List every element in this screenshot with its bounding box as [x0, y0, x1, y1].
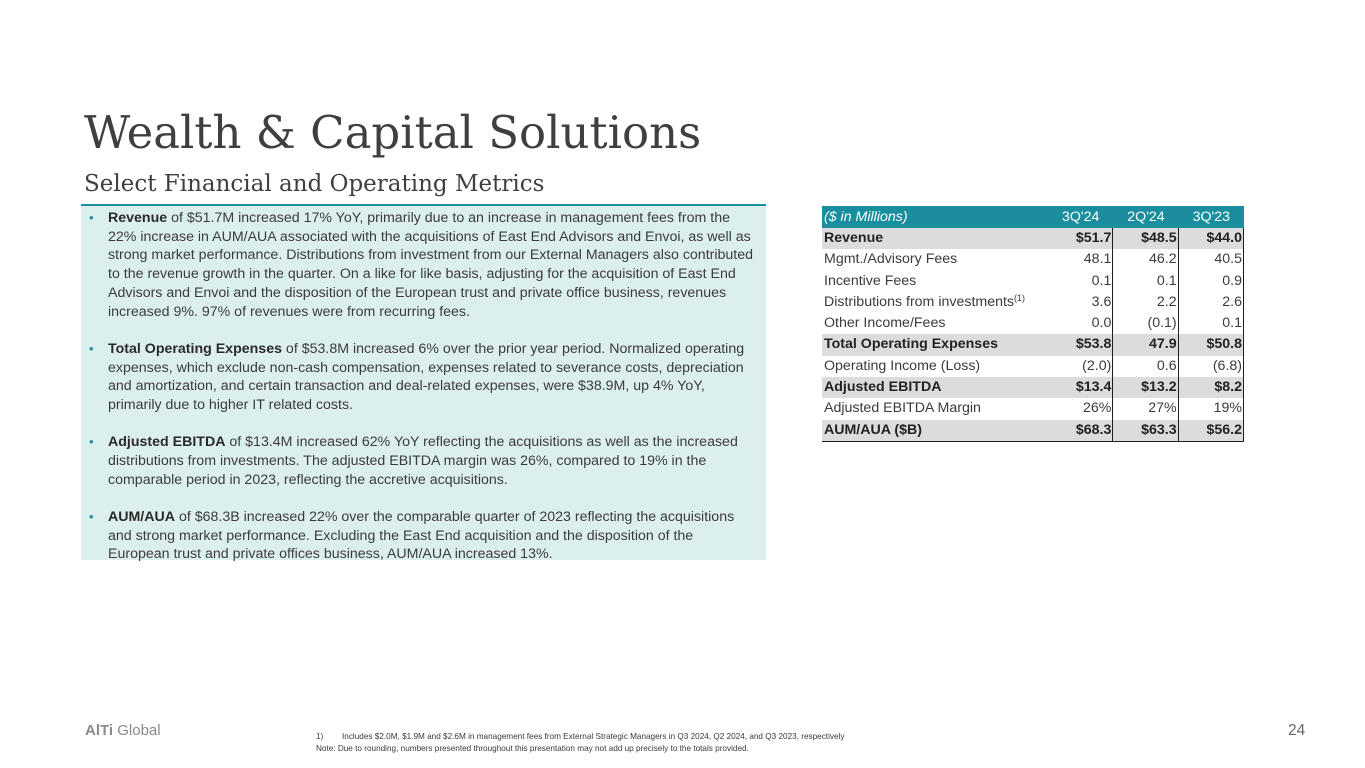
cell-2q24: 0.1: [1113, 271, 1178, 292]
cell-2q24: 0.6: [1113, 356, 1178, 377]
cell-3q24: $13.4: [1048, 377, 1113, 398]
row-label-text: Adjusted EBITDA: [824, 379, 942, 396]
bullet-lead: Revenue: [108, 210, 168, 226]
bullet-lead: Total Operating Expenses: [108, 340, 282, 357]
table-row-distributions: [822, 292, 1244, 313]
table-header-row: [822, 206, 1244, 228]
header-units: ($ in Millions): [822, 206, 1048, 228]
row-label-text: Operating Income (Loss): [824, 357, 981, 374]
row-label-text: Other Income/Fees: [824, 315, 946, 332]
logo-strong: AlTi: [85, 722, 114, 739]
cell-3q24: 0.0: [1048, 313, 1113, 334]
header-2q24: 2Q'24: [1113, 206, 1178, 228]
page-number: 24: [1288, 722, 1306, 739]
bullet-text: of $51.7M increased 17% YoY, primarily due to an increase in management fees from the 22% increase in AUM/AUA associated with the acquisitions of East End Advisors and Envoi, as well as strong market performance. Distributions from investment from our External Managers also contributed to the revenue growth in the quarter. On a like for like basis, adjusting for the acquisition of East End Advisors and Envoi and the disposition of the European trust and private office business, revenues increased 9%. 97% of revenues were from recurring fees.: [108, 210, 754, 320]
table-row-adjusted-ebitda-margin: [822, 398, 1244, 419]
table-row-other-income: [822, 313, 1244, 334]
footnote-ref: (1): [1014, 292, 1026, 303]
row-label: [822, 292, 1048, 313]
row-label: [822, 228, 1048, 249]
rounding-note: Note: Due to rounding, numbers presented throughout this presentation may not add up precisely to the totals provided.: [316, 744, 749, 753]
bullet-lead: AUM/AUA: [108, 508, 175, 525]
row-label: [822, 356, 1048, 377]
logo-rest: Global: [113, 722, 161, 739]
table-row-aum-aua: [822, 420, 1244, 442]
row-label-text: AUM/AUA ($B): [824, 421, 922, 438]
cell-3q24: 48.1: [1048, 249, 1113, 270]
row-label-text: Distributions from investments: [824, 293, 1015, 310]
bullet-dot-icon: •: [89, 340, 94, 356]
cell-2q24: $63.3: [1113, 420, 1178, 442]
cell-2q24: 2.2: [1113, 292, 1178, 313]
table-row-revenue: [822, 228, 1244, 249]
row-label-text: Incentive Fees: [824, 272, 917, 289]
cell-3q23: 40.5: [1178, 249, 1243, 270]
cell-2q24: 47.9: [1113, 334, 1178, 355]
bullet-dot-icon: •: [89, 508, 94, 524]
cell-2q24: 27%: [1113, 398, 1178, 419]
row-label: [822, 334, 1048, 355]
row-label: [822, 249, 1048, 270]
slide-subtitle: Select Financial and Operating Metrics: [84, 171, 545, 197]
cell-2q24: $13.2: [1113, 377, 1178, 398]
bullet-lead: Adjusted EBITDA: [108, 434, 226, 451]
row-label: [822, 420, 1048, 442]
commentary-bullets: [89, 209, 754, 564]
bullet-adjusted-ebitda: [89, 433, 754, 489]
table-row-mgmt-advisory-fees: [822, 249, 1244, 270]
footnote-1-number: 1): [316, 732, 324, 741]
bullet-revenue: [89, 209, 754, 321]
bullet-text: of $68.3B increased 22% over the comparable quarter of 2023 reflecting the acquisitions and strong market performance. Excluding the East End acquisition and the disposition of the European trust and private offices business, AUM/AUA increased 13%.: [108, 508, 735, 563]
company-logo: [85, 722, 161, 739]
cell-3q23: $50.8: [1178, 334, 1243, 355]
cell-2q24: 46.2: [1113, 249, 1178, 270]
footnotes: [316, 731, 844, 755]
cell-2q24: $48.5: [1113, 228, 1178, 249]
cell-3q23: 0.9: [1178, 271, 1243, 292]
bullet-text: of $53.8M increased 6% over the prior year period. Normalized operating expenses, which exclude non-cash compensation, expenses related to severance costs, depreciation and amortization, and certain transaction and deal-related expenses, were $38.9M, up 4% YoY, primarily due to higher IT related costs.: [108, 340, 745, 413]
cell-3q23: $56.2: [1178, 420, 1243, 442]
header-3q23: 3Q'23: [1178, 206, 1243, 228]
table-row-operating-income: [822, 356, 1244, 377]
row-label: [822, 398, 1048, 419]
cell-2q24: (0.1): [1113, 313, 1178, 334]
commentary-panel: [81, 204, 766, 563]
bullet-operating-expenses: [89, 340, 754, 415]
footnote-1: [316, 731, 844, 743]
row-label-text: Total Operating Expenses: [824, 336, 998, 353]
cell-3q24: (2.0): [1048, 356, 1113, 377]
header-3q24: 3Q'24: [1048, 206, 1113, 228]
slide-title: Wealth & Capital Solutions: [84, 106, 702, 159]
cell-3q23: 19%: [1178, 398, 1243, 419]
bullet-text: of $13.4M increased 62% YoY reflecting the acquisitions as well as the increased distributions from investments. The adjusted EBITDA margin was 26%, compared to 19% in the comparable period in 2023, reflecting the accretive acquisitions.: [108, 434, 738, 488]
cell-3q24: 0.1: [1048, 271, 1113, 292]
cell-3q23: (6.8): [1178, 356, 1243, 377]
table-row-total-operating-expenses: [822, 334, 1244, 355]
bullet-dot-icon: •: [89, 434, 94, 450]
row-label: [822, 377, 1048, 398]
cell-3q24: $68.3: [1048, 420, 1113, 442]
footnote-1-text: Includes $2.0M, $1.9M and $2.6M in management fees from External Strategic Managers in Q3 2024, Q2 2024, and Q3 2023, respectively: [342, 732, 845, 741]
cell-3q24: $51.7: [1048, 228, 1113, 249]
row-label-text: Revenue: [824, 230, 884, 246]
financial-metrics-table: [822, 206, 1244, 442]
cell-3q23: $8.2: [1178, 377, 1243, 398]
cell-3q24: $53.8: [1048, 334, 1113, 355]
cell-3q23: 2.6: [1178, 292, 1243, 313]
row-label: [822, 271, 1048, 292]
cell-3q24: 3.6: [1048, 292, 1113, 313]
row-label: [822, 313, 1048, 334]
table-row-adjusted-ebitda: [822, 377, 1244, 398]
cell-3q23: 0.1: [1178, 313, 1243, 334]
table-row-incentive-fees: [822, 271, 1244, 292]
cell-3q24: 26%: [1048, 398, 1113, 419]
row-label-text: Adjusted EBITDA Margin: [824, 400, 981, 417]
row-label-text: Mgmt./Advisory Fees: [824, 251, 958, 268]
bullet-aum-aua: [89, 508, 754, 564]
bullet-dot-icon: •: [89, 210, 94, 225]
cell-3q23: $44.0: [1178, 228, 1243, 249]
